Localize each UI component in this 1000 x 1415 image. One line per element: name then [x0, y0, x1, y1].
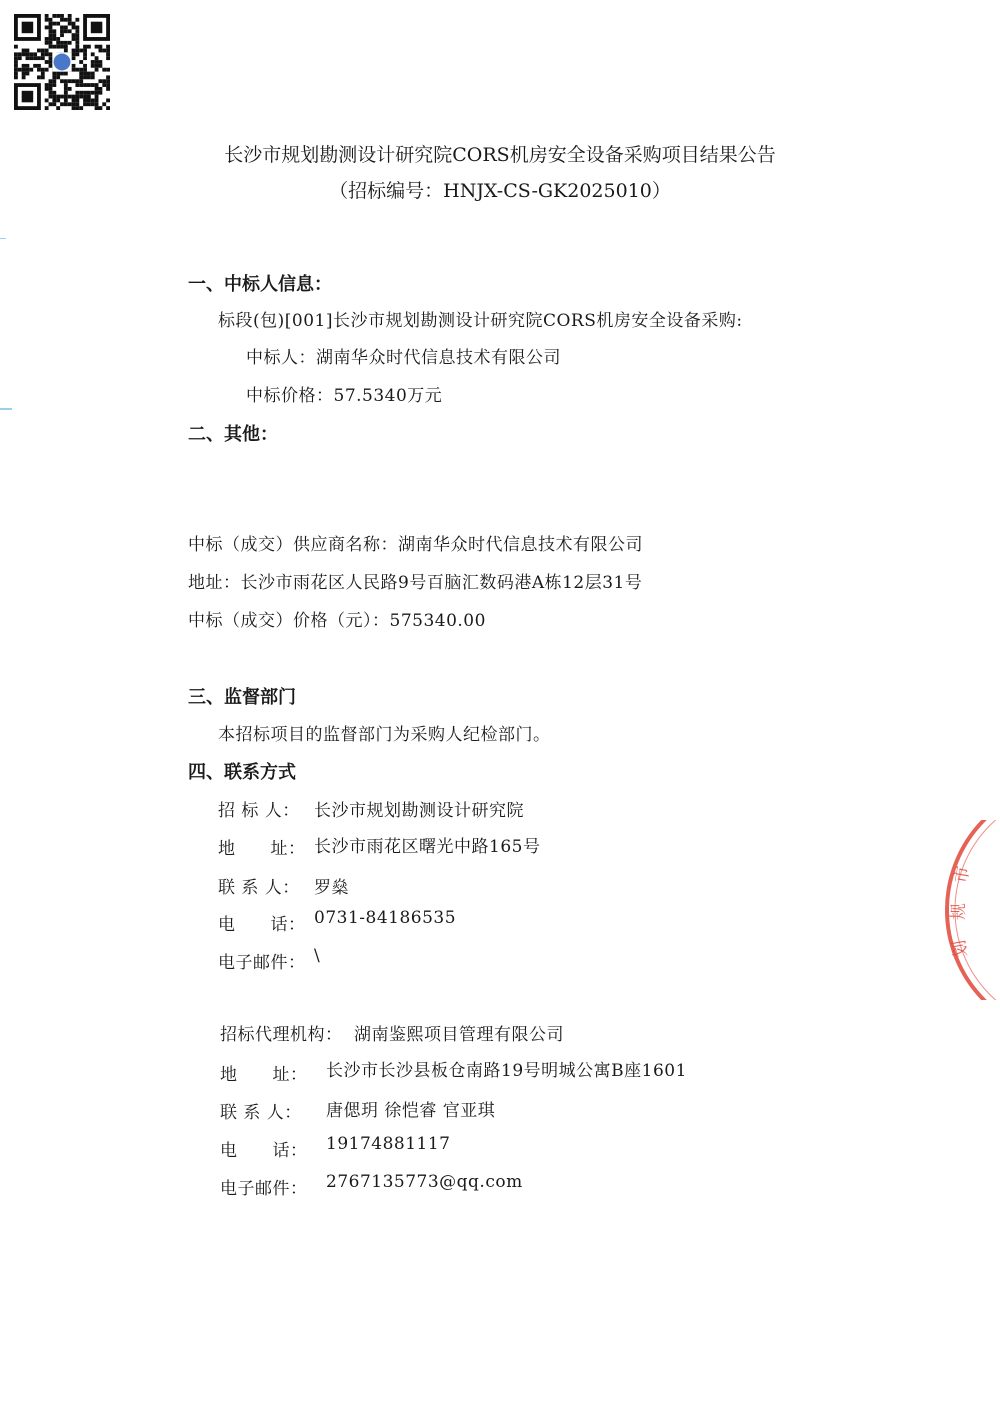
- tenderer-phone-label: 电 话：: [218, 915, 306, 935]
- document-title: 长沙市规划勘测设计研究院CORS机房安全设备采购项目结果公告: [224, 144, 776, 166]
- winner-price-line: 中标价格：57.5340万元: [246, 386, 443, 406]
- tenderer-label: 招 标 人：: [218, 801, 300, 821]
- section-1-heading: 一、中标人信息：: [188, 274, 332, 295]
- agency-value: 湖南鉴熙项目管理有限公司: [354, 1025, 564, 1045]
- supplier-line: 中标（成交）供应商名称：湖南华众时代信息技术有限公司: [188, 535, 643, 555]
- agency-phone-label: 电 话：: [220, 1141, 308, 1161]
- agency-email-label: 电子邮件：: [220, 1179, 308, 1199]
- tenderer-email-label: 电子邮件：: [218, 953, 306, 973]
- supplier-address-line: 地址：长沙市雨花区人民路9号百脑汇数码港A栋12层31号: [188, 573, 643, 593]
- tenderer-contact-label: 联 系 人：: [218, 878, 300, 898]
- tenderer-phone-value: 0731-84186535: [314, 908, 457, 928]
- deal-price-line: 中标（成交）价格（元）：575340.00: [188, 611, 486, 631]
- agency-label: 招标代理机构：: [220, 1025, 343, 1045]
- tenderer-address-label: 地 址：: [218, 839, 306, 859]
- supervision-text: 本招标项目的监督部门为采购人纪检部门。: [218, 725, 551, 745]
- svg-text:划: 划: [949, 938, 972, 959]
- agency-contact-value: 唐偲玥 徐恺睿 官亚琪: [326, 1101, 496, 1121]
- section-3-heading: 三、监督部门: [188, 687, 296, 708]
- scan-mark: [0, 238, 6, 239]
- svg-text:规: 规: [949, 903, 969, 920]
- tenderer-value: 长沙市规划勘测设计研究院: [314, 801, 524, 821]
- tenderer-email-value: \: [314, 946, 321, 966]
- qr-code-icon: [14, 14, 110, 110]
- agency-email-value: 2767135773@qq.com: [326, 1172, 523, 1192]
- section-2-heading: 二、其他：: [188, 424, 278, 445]
- agency-phone-value: 19174881117: [326, 1134, 451, 1154]
- tenderer-contact-value: 罗燊: [314, 878, 349, 898]
- bid-number: （招标编号：HNJX-CS-GK2025010）: [329, 180, 671, 202]
- lot-line: 标段(包)[001]长沙市规划勘测设计研究院CORS机房安全设备采购:: [218, 311, 743, 331]
- winner-line: 中标人：湖南华众时代信息技术有限公司: [246, 348, 561, 368]
- tenderer-address-value: 长沙市雨花区曙光中路165号: [314, 837, 541, 857]
- scan-mark: [0, 408, 12, 410]
- official-seal: [940, 820, 1000, 1000]
- agency-contact-label: 联 系 人：: [220, 1103, 302, 1123]
- agency-address-value: 长沙市长沙县板仓南路19号明城公寓B座1601: [326, 1061, 687, 1081]
- svg-text:市: 市: [951, 864, 974, 885]
- section-4-heading: 四、联系方式: [188, 762, 296, 783]
- agency-address-label: 地 址：: [220, 1065, 308, 1085]
